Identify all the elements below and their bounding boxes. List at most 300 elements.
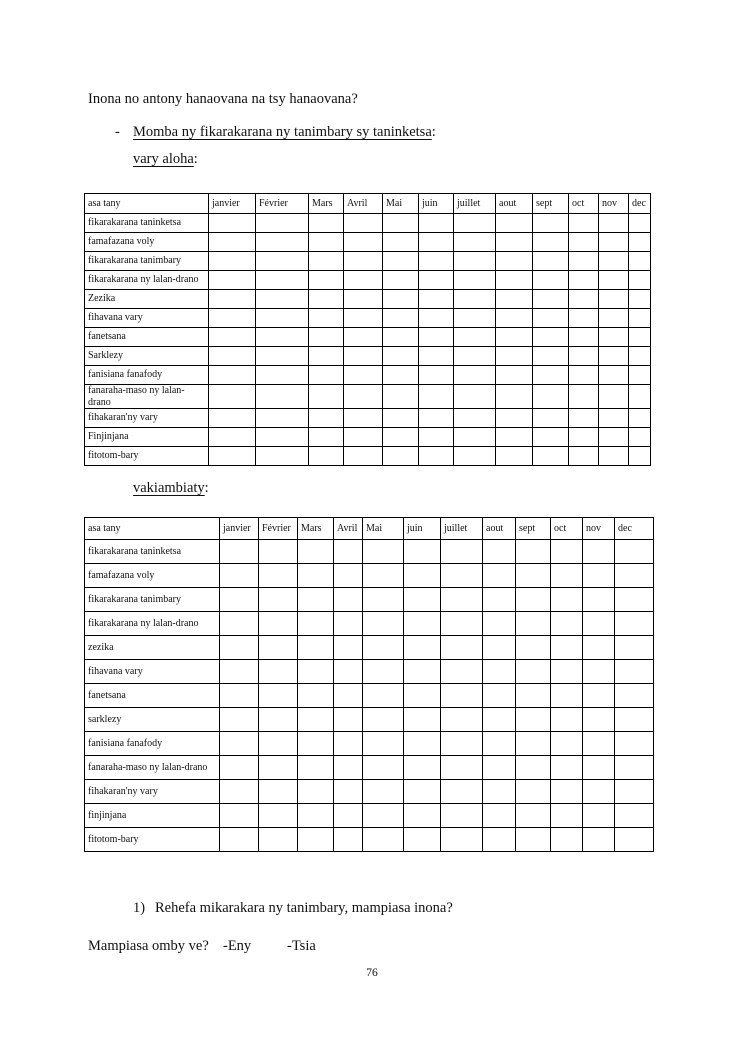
table-row	[85, 540, 654, 564]
empty-month-cell	[298, 612, 334, 636]
empty-month-cell	[259, 564, 298, 588]
empty-month-cell	[496, 328, 533, 347]
empty-month-cell	[551, 564, 583, 588]
month-column-header: juillet	[454, 194, 496, 214]
empty-month-cell	[344, 447, 383, 466]
empty-month-cell	[363, 636, 404, 660]
empty-month-cell	[209, 385, 256, 409]
task-label-cell: fanisiana fanafody	[85, 732, 220, 756]
empty-month-cell	[551, 660, 583, 684]
empty-month-cell	[404, 756, 441, 780]
month-column-header: janvier	[209, 194, 256, 214]
empty-month-cell	[259, 756, 298, 780]
empty-month-cell	[334, 756, 363, 780]
empty-month-cell	[309, 409, 344, 428]
empty-month-cell	[404, 780, 441, 804]
empty-month-cell	[404, 636, 441, 660]
empty-month-cell	[454, 347, 496, 366]
month-column-header: aout	[483, 518, 516, 540]
empty-month-cell	[454, 428, 496, 447]
empty-month-cell	[629, 447, 651, 466]
empty-month-cell	[583, 612, 615, 636]
empty-month-cell	[334, 732, 363, 756]
empty-month-cell	[441, 780, 483, 804]
empty-month-cell	[629, 366, 651, 385]
empty-month-cell	[334, 612, 363, 636]
table-row	[85, 447, 651, 466]
empty-month-cell	[441, 660, 483, 684]
empty-month-cell	[441, 756, 483, 780]
empty-month-cell	[309, 309, 344, 328]
empty-month-cell	[344, 385, 383, 409]
month-column-header: juin	[419, 194, 454, 214]
empty-month-cell	[496, 428, 533, 447]
empty-month-cell	[309, 366, 344, 385]
empty-month-cell	[583, 588, 615, 612]
empty-month-cell	[629, 214, 651, 233]
empty-month-cell	[569, 409, 599, 428]
empty-month-cell	[309, 252, 344, 271]
empty-month-cell	[496, 447, 533, 466]
empty-month-cell	[419, 214, 454, 233]
table-row	[85, 588, 654, 612]
empty-month-cell	[256, 290, 309, 309]
empty-month-cell	[334, 660, 363, 684]
empty-month-cell	[629, 347, 651, 366]
empty-month-cell	[363, 540, 404, 564]
empty-month-cell	[298, 804, 334, 828]
empty-month-cell	[483, 708, 516, 732]
empty-month-cell	[599, 428, 629, 447]
empty-month-cell	[615, 732, 654, 756]
empty-month-cell	[363, 684, 404, 708]
empty-month-cell	[615, 756, 654, 780]
empty-month-cell	[533, 347, 569, 366]
empty-month-cell	[583, 660, 615, 684]
empty-month-cell	[298, 780, 334, 804]
empty-month-cell	[419, 233, 454, 252]
empty-month-cell	[599, 328, 629, 347]
empty-month-cell	[483, 684, 516, 708]
empty-month-cell	[259, 540, 298, 564]
empty-month-cell	[363, 780, 404, 804]
empty-month-cell	[334, 588, 363, 612]
month-column-header: oct	[569, 194, 599, 214]
empty-month-cell	[256, 447, 309, 466]
empty-month-cell	[309, 447, 344, 466]
task-label-cell: fihakaran'ny vary	[85, 780, 220, 804]
empty-month-cell	[441, 732, 483, 756]
empty-month-cell	[298, 732, 334, 756]
empty-month-cell	[496, 290, 533, 309]
empty-month-cell	[569, 428, 599, 447]
task-label-cell: fanetsana	[85, 684, 220, 708]
empty-month-cell	[419, 252, 454, 271]
empty-month-cell	[615, 780, 654, 804]
empty-month-cell	[383, 233, 419, 252]
month-column-header: sept	[516, 518, 551, 540]
empty-month-cell	[569, 328, 599, 347]
usage-question-text: Mampiasa omby ve?	[88, 938, 209, 954]
task-label-cell: fanaraha-maso ny lalan-drano	[85, 385, 209, 409]
empty-month-cell	[309, 214, 344, 233]
empty-month-cell	[569, 385, 599, 409]
empty-month-cell	[404, 612, 441, 636]
empty-month-cell	[259, 612, 298, 636]
empty-month-cell	[615, 564, 654, 588]
empty-month-cell	[209, 328, 256, 347]
table-row	[85, 328, 651, 347]
empty-month-cell	[334, 828, 363, 852]
empty-month-cell	[533, 428, 569, 447]
month-column-header: sept	[533, 194, 569, 214]
empty-month-cell	[629, 309, 651, 328]
empty-month-cell	[454, 252, 496, 271]
empty-month-cell	[615, 684, 654, 708]
usage-option-no: -Tsia	[287, 938, 316, 954]
empty-month-cell	[583, 564, 615, 588]
empty-month-cell	[454, 309, 496, 328]
empty-month-cell	[496, 233, 533, 252]
table-row	[85, 309, 651, 328]
section-title: Momba ny fikarakarana ny tanimbary sy taninketsa	[133, 124, 432, 140]
empty-month-cell	[383, 428, 419, 447]
task-label-cell: fihavana vary	[85, 660, 220, 684]
empty-month-cell	[209, 233, 256, 252]
empty-month-cell	[516, 588, 551, 612]
empty-month-cell	[569, 233, 599, 252]
empty-month-cell	[363, 588, 404, 612]
task-column-header: asa tany	[85, 518, 220, 540]
empty-month-cell	[551, 636, 583, 660]
empty-month-cell	[615, 660, 654, 684]
empty-month-cell	[583, 684, 615, 708]
empty-month-cell	[533, 409, 569, 428]
month-column-header: Mars	[298, 518, 334, 540]
month-column-header: nov	[599, 194, 629, 214]
month-column-header: Février	[259, 518, 298, 540]
task-label-cell: fihakaran'ny vary	[85, 409, 209, 428]
numbered-question	[133, 900, 453, 917]
empty-month-cell	[496, 214, 533, 233]
empty-month-cell	[441, 564, 483, 588]
empty-month-cell	[599, 366, 629, 385]
empty-month-cell	[441, 588, 483, 612]
empty-month-cell	[220, 804, 259, 828]
empty-month-cell	[419, 409, 454, 428]
empty-month-cell	[309, 385, 344, 409]
empty-month-cell	[483, 564, 516, 588]
empty-month-cell	[363, 708, 404, 732]
empty-month-cell	[419, 309, 454, 328]
task-label-cell: finjinjana	[85, 804, 220, 828]
task-label-cell: fanaraha-maso ny lalan-drano	[85, 756, 220, 780]
empty-month-cell	[344, 428, 383, 447]
table-row	[85, 684, 654, 708]
task-label-cell: Sarklezy	[85, 347, 209, 366]
empty-month-cell	[496, 309, 533, 328]
empty-month-cell	[298, 540, 334, 564]
empty-month-cell	[569, 309, 599, 328]
empty-month-cell	[496, 366, 533, 385]
empty-month-cell	[441, 828, 483, 852]
empty-month-cell	[309, 328, 344, 347]
empty-month-cell	[383, 347, 419, 366]
empty-month-cell	[483, 828, 516, 852]
empty-month-cell	[551, 588, 583, 612]
empty-month-cell	[454, 447, 496, 466]
task-label-cell: fikarakarana taninketsa	[85, 214, 209, 233]
empty-month-cell	[419, 290, 454, 309]
empty-month-cell	[441, 708, 483, 732]
month-column-header: Mai	[363, 518, 404, 540]
vakiambiaty-month-table	[84, 517, 654, 852]
usage-option-yes: -Eny	[223, 938, 252, 954]
empty-month-cell	[629, 233, 651, 252]
empty-month-cell	[454, 233, 496, 252]
empty-month-cell	[259, 588, 298, 612]
empty-month-cell	[256, 309, 309, 328]
empty-month-cell	[533, 385, 569, 409]
empty-month-cell	[533, 271, 569, 290]
empty-month-cell	[615, 588, 654, 612]
empty-month-cell	[404, 588, 441, 612]
empty-month-cell	[334, 636, 363, 660]
table-row	[85, 612, 654, 636]
empty-month-cell	[599, 447, 629, 466]
empty-month-cell	[220, 564, 259, 588]
empty-month-cell	[496, 347, 533, 366]
empty-month-cell	[419, 271, 454, 290]
empty-month-cell	[259, 708, 298, 732]
task-label-cell: fikarakarana tanimbary	[85, 588, 220, 612]
empty-month-cell	[615, 540, 654, 564]
empty-month-cell	[259, 732, 298, 756]
table-row	[85, 366, 651, 385]
empty-month-cell	[454, 385, 496, 409]
empty-month-cell	[404, 564, 441, 588]
empty-month-cell	[516, 708, 551, 732]
empty-month-cell	[220, 660, 259, 684]
table-row	[85, 214, 651, 233]
empty-month-cell	[583, 780, 615, 804]
empty-month-cell	[256, 347, 309, 366]
empty-month-cell	[599, 271, 629, 290]
empty-month-cell	[629, 252, 651, 271]
table-row	[85, 271, 651, 290]
empty-month-cell	[259, 636, 298, 660]
empty-month-cell	[615, 636, 654, 660]
empty-month-cell	[363, 756, 404, 780]
empty-month-cell	[615, 708, 654, 732]
empty-month-cell	[533, 309, 569, 328]
empty-month-cell	[551, 684, 583, 708]
empty-month-cell	[256, 409, 309, 428]
empty-month-cell	[220, 708, 259, 732]
empty-month-cell	[569, 252, 599, 271]
empty-month-cell	[583, 828, 615, 852]
task-label-cell: Finjinjana	[85, 428, 209, 447]
empty-month-cell	[533, 214, 569, 233]
empty-month-cell	[483, 540, 516, 564]
empty-month-cell	[344, 214, 383, 233]
empty-month-cell	[551, 612, 583, 636]
empty-month-cell	[209, 447, 256, 466]
empty-month-cell	[209, 309, 256, 328]
empty-month-cell	[419, 428, 454, 447]
task-label-cell: famafazana voly	[85, 233, 209, 252]
table-row	[85, 347, 651, 366]
table-row	[85, 708, 654, 732]
empty-month-cell	[496, 409, 533, 428]
empty-month-cell	[383, 290, 419, 309]
empty-month-cell	[298, 828, 334, 852]
empty-month-cell	[629, 428, 651, 447]
empty-month-cell	[298, 660, 334, 684]
empty-month-cell	[599, 347, 629, 366]
task-label-cell: fitotom-bary	[85, 447, 209, 466]
empty-month-cell	[209, 428, 256, 447]
empty-month-cell	[533, 252, 569, 271]
empty-month-cell	[483, 612, 516, 636]
empty-month-cell	[419, 366, 454, 385]
task-column-header: asa tany	[85, 194, 209, 214]
empty-month-cell	[298, 564, 334, 588]
empty-month-cell	[569, 271, 599, 290]
empty-month-cell	[309, 428, 344, 447]
month-column-header: Avril	[344, 194, 383, 214]
empty-month-cell	[454, 409, 496, 428]
section-heading-line	[115, 124, 436, 141]
empty-month-cell	[599, 233, 629, 252]
empty-month-cell	[363, 564, 404, 588]
empty-month-cell	[629, 385, 651, 409]
empty-month-cell	[383, 366, 419, 385]
empty-month-cell	[344, 347, 383, 366]
empty-month-cell	[298, 708, 334, 732]
empty-month-cell	[599, 385, 629, 409]
empty-month-cell	[259, 804, 298, 828]
subsection-vakiambiaty-title: vakiambiaty	[133, 480, 205, 496]
empty-month-cell	[629, 271, 651, 290]
empty-month-cell	[516, 828, 551, 852]
empty-month-cell	[419, 447, 454, 466]
month-column-header: Avril	[334, 518, 363, 540]
empty-month-cell	[569, 347, 599, 366]
table-row	[85, 428, 651, 447]
empty-month-cell	[383, 409, 419, 428]
bullet-dash: -	[115, 124, 120, 140]
empty-month-cell	[363, 804, 404, 828]
empty-month-cell	[569, 447, 599, 466]
empty-month-cell	[533, 366, 569, 385]
empty-month-cell	[583, 756, 615, 780]
table-row	[85, 636, 654, 660]
empty-month-cell	[516, 780, 551, 804]
empty-month-cell	[363, 660, 404, 684]
empty-month-cell	[483, 780, 516, 804]
empty-month-cell	[344, 309, 383, 328]
empty-month-cell	[454, 290, 496, 309]
empty-month-cell	[344, 271, 383, 290]
empty-month-cell	[599, 252, 629, 271]
empty-month-cell	[583, 540, 615, 564]
section-title-colon: :	[431, 124, 436, 140]
empty-month-cell	[583, 636, 615, 660]
empty-month-cell	[599, 409, 629, 428]
empty-month-cell	[551, 828, 583, 852]
empty-month-cell	[383, 271, 419, 290]
empty-month-cell	[209, 409, 256, 428]
month-column-header: oct	[551, 518, 583, 540]
empty-month-cell	[309, 290, 344, 309]
empty-month-cell	[583, 804, 615, 828]
empty-month-cell	[404, 540, 441, 564]
empty-month-cell	[334, 780, 363, 804]
empty-month-cell	[256, 233, 309, 252]
subsection-vary-aloha-title: vary aloha	[133, 151, 194, 167]
empty-month-cell	[454, 366, 496, 385]
empty-month-cell	[516, 732, 551, 756]
empty-month-cell	[220, 756, 259, 780]
empty-month-cell	[496, 252, 533, 271]
table-header-row	[85, 518, 654, 540]
table-row	[85, 660, 654, 684]
vary-aloha-month-table	[84, 193, 651, 466]
empty-month-cell	[344, 409, 383, 428]
table-row	[85, 385, 651, 409]
empty-month-cell	[220, 732, 259, 756]
task-label-cell: zezika	[85, 636, 220, 660]
empty-month-cell	[583, 732, 615, 756]
empty-month-cell	[209, 271, 256, 290]
month-column-header: Mars	[309, 194, 344, 214]
task-label-cell: fikarakarana ny lalan-drano	[85, 612, 220, 636]
empty-month-cell	[256, 428, 309, 447]
empty-month-cell	[599, 290, 629, 309]
empty-month-cell	[404, 804, 441, 828]
empty-month-cell	[483, 804, 516, 828]
table-row	[85, 828, 654, 852]
empty-month-cell	[344, 366, 383, 385]
empty-month-cell	[344, 252, 383, 271]
empty-month-cell	[220, 588, 259, 612]
empty-month-cell	[259, 828, 298, 852]
empty-month-cell	[220, 780, 259, 804]
table-row	[85, 732, 654, 756]
empty-month-cell	[334, 708, 363, 732]
month-column-header: nov	[583, 518, 615, 540]
empty-month-cell	[404, 660, 441, 684]
empty-month-cell	[383, 252, 419, 271]
empty-month-cell	[298, 636, 334, 660]
empty-month-cell	[569, 290, 599, 309]
empty-month-cell	[383, 214, 419, 233]
empty-month-cell	[209, 252, 256, 271]
empty-month-cell	[483, 660, 516, 684]
empty-month-cell	[363, 732, 404, 756]
month-column-header: dec	[629, 194, 651, 214]
empty-month-cell	[334, 540, 363, 564]
subsection-vakiambiaty	[133, 480, 209, 497]
empty-month-cell	[441, 636, 483, 660]
empty-month-cell	[419, 328, 454, 347]
task-label-cell: fikarakarana taninketsa	[85, 540, 220, 564]
empty-month-cell	[516, 804, 551, 828]
table-row	[85, 409, 651, 428]
empty-month-cell	[551, 732, 583, 756]
empty-month-cell	[516, 684, 551, 708]
